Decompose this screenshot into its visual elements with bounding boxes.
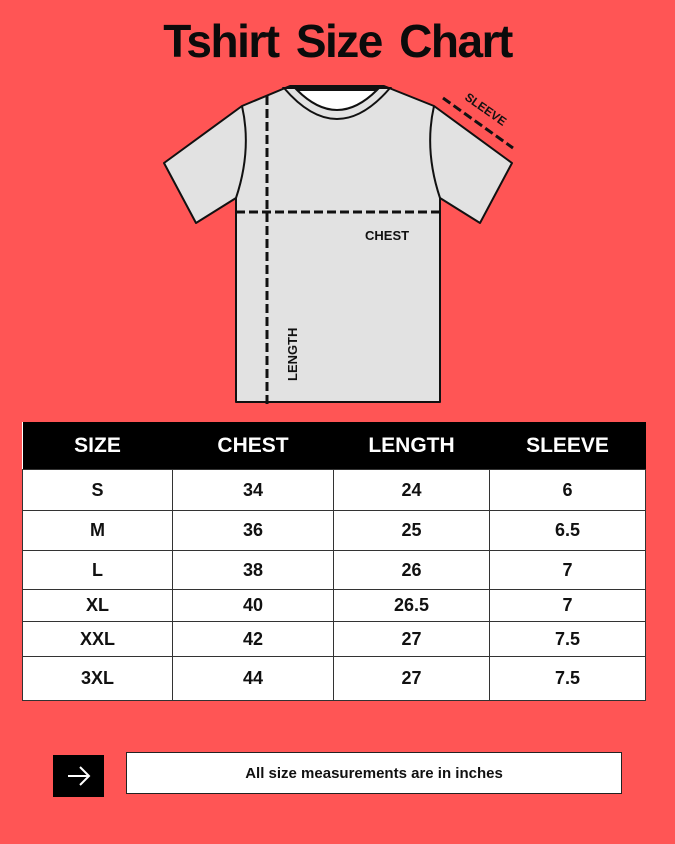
cell-size: S [23, 470, 173, 511]
cell-chest: 44 [173, 657, 334, 701]
cell-sleeve: 7 [490, 590, 646, 622]
table-row [23, 470, 646, 511]
tshirt-diagram [0, 0, 675, 410]
cell-size: M [23, 511, 173, 551]
cell-size: L [23, 551, 173, 590]
measurement-note: All size measurements are in inches [126, 752, 622, 794]
cell-length: 25 [334, 511, 490, 551]
table-row [23, 511, 646, 551]
cell-chest: 40 [173, 590, 334, 622]
cell-size: XL [23, 590, 173, 622]
arrow-right-glyph [65, 765, 93, 787]
length-label: LENGTH [285, 327, 300, 381]
table-row [23, 657, 646, 701]
cell-chest: 36 [173, 511, 334, 551]
cell-sleeve: 7 [490, 551, 646, 590]
sleeve-label: SLEEVE [462, 89, 510, 129]
cell-length: 27 [334, 622, 490, 657]
cell-sleeve: 6.5 [490, 511, 646, 551]
cell-sleeve: 6 [490, 470, 646, 511]
cell-size: 3XL [23, 657, 173, 701]
cell-sleeve: 7.5 [490, 622, 646, 657]
cell-length: 26 [334, 551, 490, 590]
cell-length: 26.5 [334, 590, 490, 622]
cell-length: 24 [334, 470, 490, 511]
cell-sleeve: 7.5 [490, 657, 646, 701]
size-table [22, 422, 646, 701]
arrow-right-icon [53, 755, 104, 797]
header-chest: CHEST [173, 422, 334, 470]
cell-chest: 34 [173, 470, 334, 511]
header-length: LENGTH [334, 422, 490, 470]
table-row [23, 590, 646, 622]
table-header-row [23, 422, 646, 470]
header-size: SIZE [23, 422, 173, 470]
tshirt-outline [164, 86, 512, 402]
table-row [23, 622, 646, 657]
cell-length: 27 [334, 657, 490, 701]
size-table-container [22, 422, 645, 701]
table-row [23, 551, 646, 590]
cell-chest: 38 [173, 551, 334, 590]
page-title: Tshirt Size Chart [163, 15, 512, 67]
chest-label: CHEST [365, 228, 410, 243]
cell-chest: 42 [173, 622, 334, 657]
header-sleeve: SLEEVE [490, 422, 646, 470]
cell-size: XXL [23, 622, 173, 657]
